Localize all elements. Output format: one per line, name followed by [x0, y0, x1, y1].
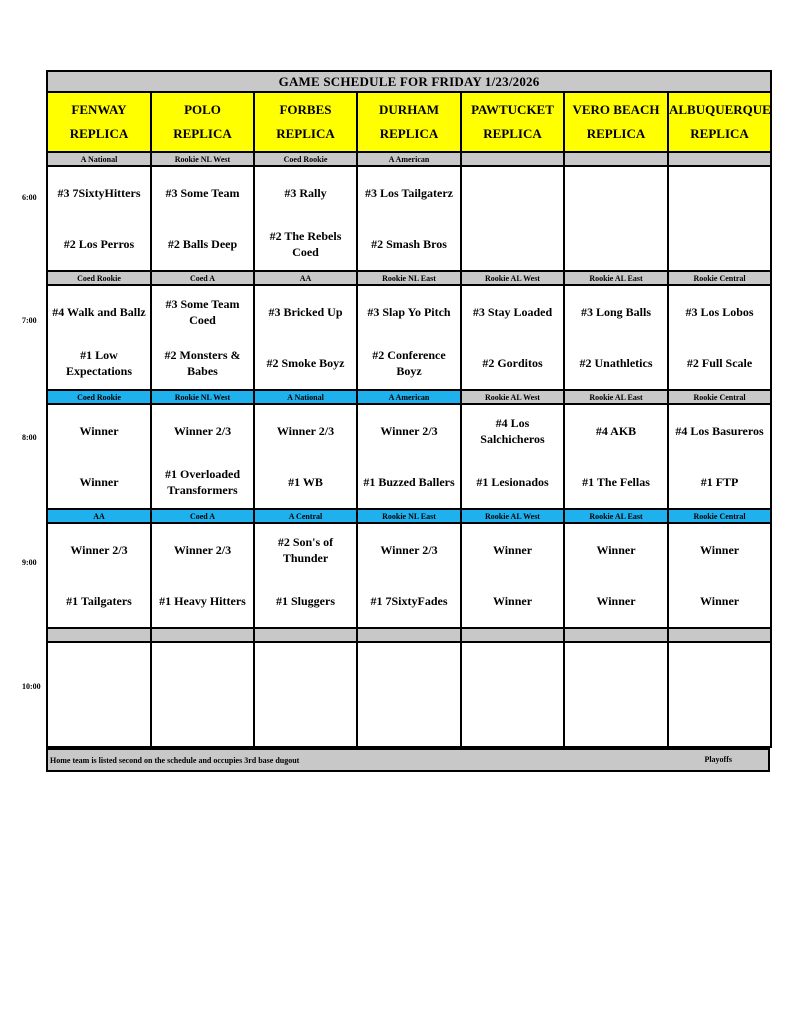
- schedule-title: GAME SCHEDULE FOR FRIDAY 1/23/2026: [47, 71, 771, 92]
- home-team: [568, 700, 664, 740]
- game-cell: [461, 285, 564, 390]
- game-cell: [254, 404, 357, 509]
- home-team: Winner: [699, 594, 740, 609]
- away-team: [465, 173, 560, 213]
- matchup: [358, 286, 460, 389]
- game-cell: [564, 642, 668, 747]
- division-label: A American: [357, 390, 461, 404]
- field-header: [357, 92, 461, 152]
- home-team: #2 Gorditos: [482, 356, 543, 371]
- time-label: 9:00: [22, 558, 37, 567]
- away-team: #3 Stay Loaded: [472, 304, 553, 319]
- home-team: #2 Smash Bros: [371, 237, 447, 252]
- time-slot-row: [47, 523, 771, 628]
- home-team: [465, 224, 560, 264]
- division-label: AA: [254, 271, 357, 285]
- division-label: A Central: [254, 509, 357, 523]
- division-label: Coed A: [151, 271, 254, 285]
- matchup: [358, 524, 460, 627]
- division-label: Rookie AL West: [461, 390, 564, 404]
- home-team: #2 Unathletics: [579, 356, 653, 371]
- home-team: #1 Low Expectations: [66, 348, 132, 379]
- away-team: Winner: [79, 423, 119, 438]
- time-label: 6:00: [22, 193, 37, 202]
- away-team: #3 Slap Yo Pitch: [367, 304, 451, 319]
- division-row: [47, 152, 771, 166]
- home-team: #1 Overloaded Transformers: [165, 467, 240, 498]
- home-team: Winner: [79, 475, 119, 490]
- matchup: [48, 167, 150, 270]
- division-label: [254, 628, 357, 642]
- division-label: [564, 152, 668, 166]
- matchup: [255, 643, 356, 746]
- division-label: Rookie AL East: [564, 271, 668, 285]
- away-team: [672, 173, 767, 213]
- field-subtitle: REPLICA: [690, 126, 749, 141]
- matchup: [48, 405, 150, 508]
- away-team: [258, 649, 353, 689]
- matchup: [48, 286, 150, 389]
- game-cell: [47, 642, 151, 747]
- home-team: #1 The Fellas: [582, 475, 650, 490]
- game-cell: [254, 166, 357, 271]
- footer-table: [46, 748, 770, 772]
- home-team: #2 Balls Deep: [167, 237, 238, 252]
- home-team: [672, 700, 767, 740]
- away-team: [361, 649, 457, 689]
- game-cell: [47, 523, 151, 628]
- field-subtitle: REPLICA: [276, 126, 335, 141]
- game-cell: [47, 166, 151, 271]
- away-team: #2 Son's of Thunder: [277, 534, 334, 565]
- footer-legend: Playoffs: [704, 755, 732, 764]
- division-row: [47, 628, 771, 642]
- away-team: Winner 2/3: [380, 542, 438, 557]
- field-header: [564, 92, 668, 152]
- time-slot-row: [47, 285, 771, 390]
- game-cell: [151, 642, 254, 747]
- matchup: [565, 524, 667, 627]
- matchup: [358, 167, 460, 270]
- division-row: [47, 271, 771, 285]
- away-team: Winner 2/3: [173, 542, 232, 557]
- away-team: Winner: [492, 542, 533, 557]
- game-cell: [254, 642, 357, 747]
- home-team: #1 7SixtyFades: [370, 594, 448, 609]
- matchup: [255, 286, 356, 389]
- field-name: PAWTUCKET: [471, 102, 554, 117]
- home-team: [51, 700, 147, 740]
- division-label: [461, 152, 564, 166]
- matchup: [152, 286, 253, 389]
- division-label: Rookie Central: [668, 509, 771, 523]
- home-team: [155, 700, 250, 740]
- matchup: [152, 524, 253, 627]
- matchup: [669, 405, 770, 508]
- away-team: #4 AKB: [595, 423, 637, 438]
- division-label: Rookie AL West: [461, 509, 564, 523]
- division-label: AA: [47, 509, 151, 523]
- away-team: Winner: [596, 542, 636, 557]
- field-subtitle: REPLICA: [173, 126, 232, 141]
- away-team: #3 7SixtyHitters: [57, 185, 141, 200]
- field-name: ALBUQUERQUE: [669, 102, 771, 117]
- division-label: Coed Rookie: [47, 390, 151, 404]
- game-cell: [461, 642, 564, 747]
- game-cell: [564, 404, 668, 509]
- time-label: 10:00: [22, 682, 41, 691]
- game-cell: [461, 404, 564, 509]
- matchup: [462, 286, 563, 389]
- time-slot-row: [47, 642, 771, 747]
- matchup: [152, 643, 253, 746]
- home-team: #1 Sluggers: [275, 594, 335, 609]
- matchup: [669, 524, 770, 627]
- game-cell: [47, 404, 151, 509]
- game-cell: [668, 523, 771, 628]
- away-team: #3 Long Balls: [580, 304, 652, 319]
- field-name: FORBES: [279, 102, 332, 117]
- matchup: [255, 167, 356, 270]
- home-team: #1 Lesionados: [476, 475, 549, 490]
- game-cell: [461, 523, 564, 628]
- division-label: Rookie NL West: [151, 390, 254, 404]
- home-team: [465, 700, 560, 740]
- division-label: Rookie Central: [668, 271, 771, 285]
- matchup: [152, 167, 253, 270]
- game-cell: [151, 404, 254, 509]
- field-subtitle: REPLICA: [483, 126, 542, 141]
- matchup: [358, 643, 460, 746]
- home-team: Winner: [492, 594, 533, 609]
- field-header: [47, 92, 151, 152]
- home-team: #1 WB: [288, 475, 323, 490]
- matchup: [669, 643, 770, 746]
- away-team: [568, 173, 664, 213]
- division-label: [357, 628, 461, 642]
- game-cell: [668, 285, 771, 390]
- away-team: Winner 2/3: [276, 423, 335, 438]
- away-team: #3 Rally: [284, 185, 327, 200]
- home-team: #2 Monsters & Babes: [164, 348, 241, 379]
- matchup: [462, 167, 563, 270]
- time-slot-row: [47, 166, 771, 271]
- game-cell: [357, 166, 461, 271]
- field-name: FENWAY: [71, 102, 127, 117]
- home-team: #2 Smoke Boyz: [266, 356, 345, 371]
- division-row: [47, 509, 771, 523]
- matchup: [462, 405, 563, 508]
- field-name: DURHAM: [379, 102, 439, 117]
- schedule-table: [46, 70, 772, 748]
- away-team: Winner 2/3: [380, 423, 438, 438]
- game-cell: [151, 285, 254, 390]
- division-label: Rookie AL East: [564, 509, 668, 523]
- matchup: [255, 524, 356, 627]
- game-cell: [564, 285, 668, 390]
- matchup: [48, 524, 150, 627]
- division-label: Rookie AL East: [564, 390, 668, 404]
- division-label: A National: [254, 390, 357, 404]
- fields-header-row: [47, 92, 771, 152]
- division-label: [47, 628, 151, 642]
- away-team: [568, 649, 664, 689]
- time-label: 7:00: [22, 316, 37, 325]
- away-team: Winner 2/3: [70, 542, 128, 557]
- home-team: #1 FTP: [700, 475, 739, 490]
- game-cell: [357, 523, 461, 628]
- matchup: [48, 643, 150, 746]
- division-label: [461, 628, 564, 642]
- game-cell: [151, 166, 254, 271]
- division-label: [151, 628, 254, 642]
- schedule-sheet: [46, 70, 770, 772]
- division-label: Rookie NL West: [151, 152, 254, 166]
- division-row: [47, 390, 771, 404]
- division-label: [564, 628, 668, 642]
- away-team: #4 Los Basureros: [675, 423, 764, 438]
- division-label: [668, 152, 771, 166]
- division-label: Coed Rookie: [254, 152, 357, 166]
- away-team: Winner: [699, 542, 740, 557]
- home-team: Winner: [596, 594, 636, 609]
- matchup: [462, 643, 563, 746]
- game-cell: [357, 642, 461, 747]
- away-team: [51, 649, 147, 689]
- game-cell: [357, 285, 461, 390]
- time-label: 8:00: [22, 433, 37, 442]
- matchup: [152, 405, 253, 508]
- division-label: Rookie AL West: [461, 271, 564, 285]
- division-label: Rookie Central: [668, 390, 771, 404]
- game-cell: [668, 404, 771, 509]
- away-team: #3 Bricked Up: [268, 304, 343, 319]
- away-team: #3 Los Tailgaterz: [364, 185, 453, 200]
- game-cell: [151, 523, 254, 628]
- away-team: [155, 649, 250, 689]
- away-team: Winner 2/3: [173, 423, 232, 438]
- field-subtitle: REPLICA: [586, 126, 646, 141]
- division-label: Coed A: [151, 509, 254, 523]
- matchup: [255, 405, 356, 508]
- matchup: [565, 405, 667, 508]
- matchup: [565, 643, 667, 746]
- field-header: [668, 92, 771, 152]
- division-label: [668, 628, 771, 642]
- field-header: [151, 92, 254, 152]
- game-cell: [254, 285, 357, 390]
- division-label: Rookie NL East: [357, 509, 461, 523]
- home-team: #1 Tailgaters: [66, 594, 132, 609]
- matchup: [669, 286, 770, 389]
- time-slot-row: [47, 404, 771, 509]
- matchup: [462, 524, 563, 627]
- away-team: #4 Walk and Ballz: [52, 304, 146, 319]
- field-name: POLO: [184, 102, 221, 117]
- home-team: [361, 700, 457, 740]
- matchup: [565, 167, 667, 270]
- division-label: Rookie NL East: [357, 271, 461, 285]
- field-name: VERO BEACH: [572, 102, 660, 117]
- matchup: [565, 286, 667, 389]
- home-team: [672, 224, 767, 264]
- game-cell: [564, 166, 668, 271]
- away-team: #3 Some Team: [165, 185, 240, 200]
- home-team: #2 Full Scale: [686, 356, 753, 371]
- home-team: [258, 700, 353, 740]
- game-cell: [357, 404, 461, 509]
- field-header: [461, 92, 564, 152]
- footer-note: Home team is listed second on the schedule and occupies 3rd base dugout: [50, 755, 300, 765]
- division-label: Coed Rookie: [47, 271, 151, 285]
- game-cell: [668, 166, 771, 271]
- home-team: [568, 224, 664, 264]
- home-team: #2 Conference Boyz: [372, 348, 446, 379]
- away-team: #3 Some Team Coed: [165, 296, 240, 327]
- field-subtitle: REPLICA: [69, 126, 129, 141]
- away-team: [672, 649, 767, 689]
- home-team: #2 Los Perros: [63, 237, 135, 252]
- game-cell: [668, 642, 771, 747]
- field-subtitle: REPLICA: [379, 126, 439, 141]
- field-header: [254, 92, 357, 152]
- game-cell: [47, 285, 151, 390]
- division-label: A National: [47, 152, 151, 166]
- away-team: #3 Los Lobos: [685, 304, 754, 319]
- footer-bar: [47, 749, 769, 771]
- away-team: [465, 649, 560, 689]
- home-team: #2 The Rebels Coed: [269, 229, 342, 260]
- home-team: #1 Heavy Hitters: [159, 594, 246, 609]
- game-cell: [254, 523, 357, 628]
- game-cell: [461, 166, 564, 271]
- division-label: A American: [357, 152, 461, 166]
- game-cell: [564, 523, 668, 628]
- matchup: [358, 405, 460, 508]
- away-team: #4 Los Salchicheros: [480, 415, 545, 446]
- matchup: [669, 167, 770, 270]
- home-team: #1 Buzzed Ballers: [363, 475, 455, 490]
